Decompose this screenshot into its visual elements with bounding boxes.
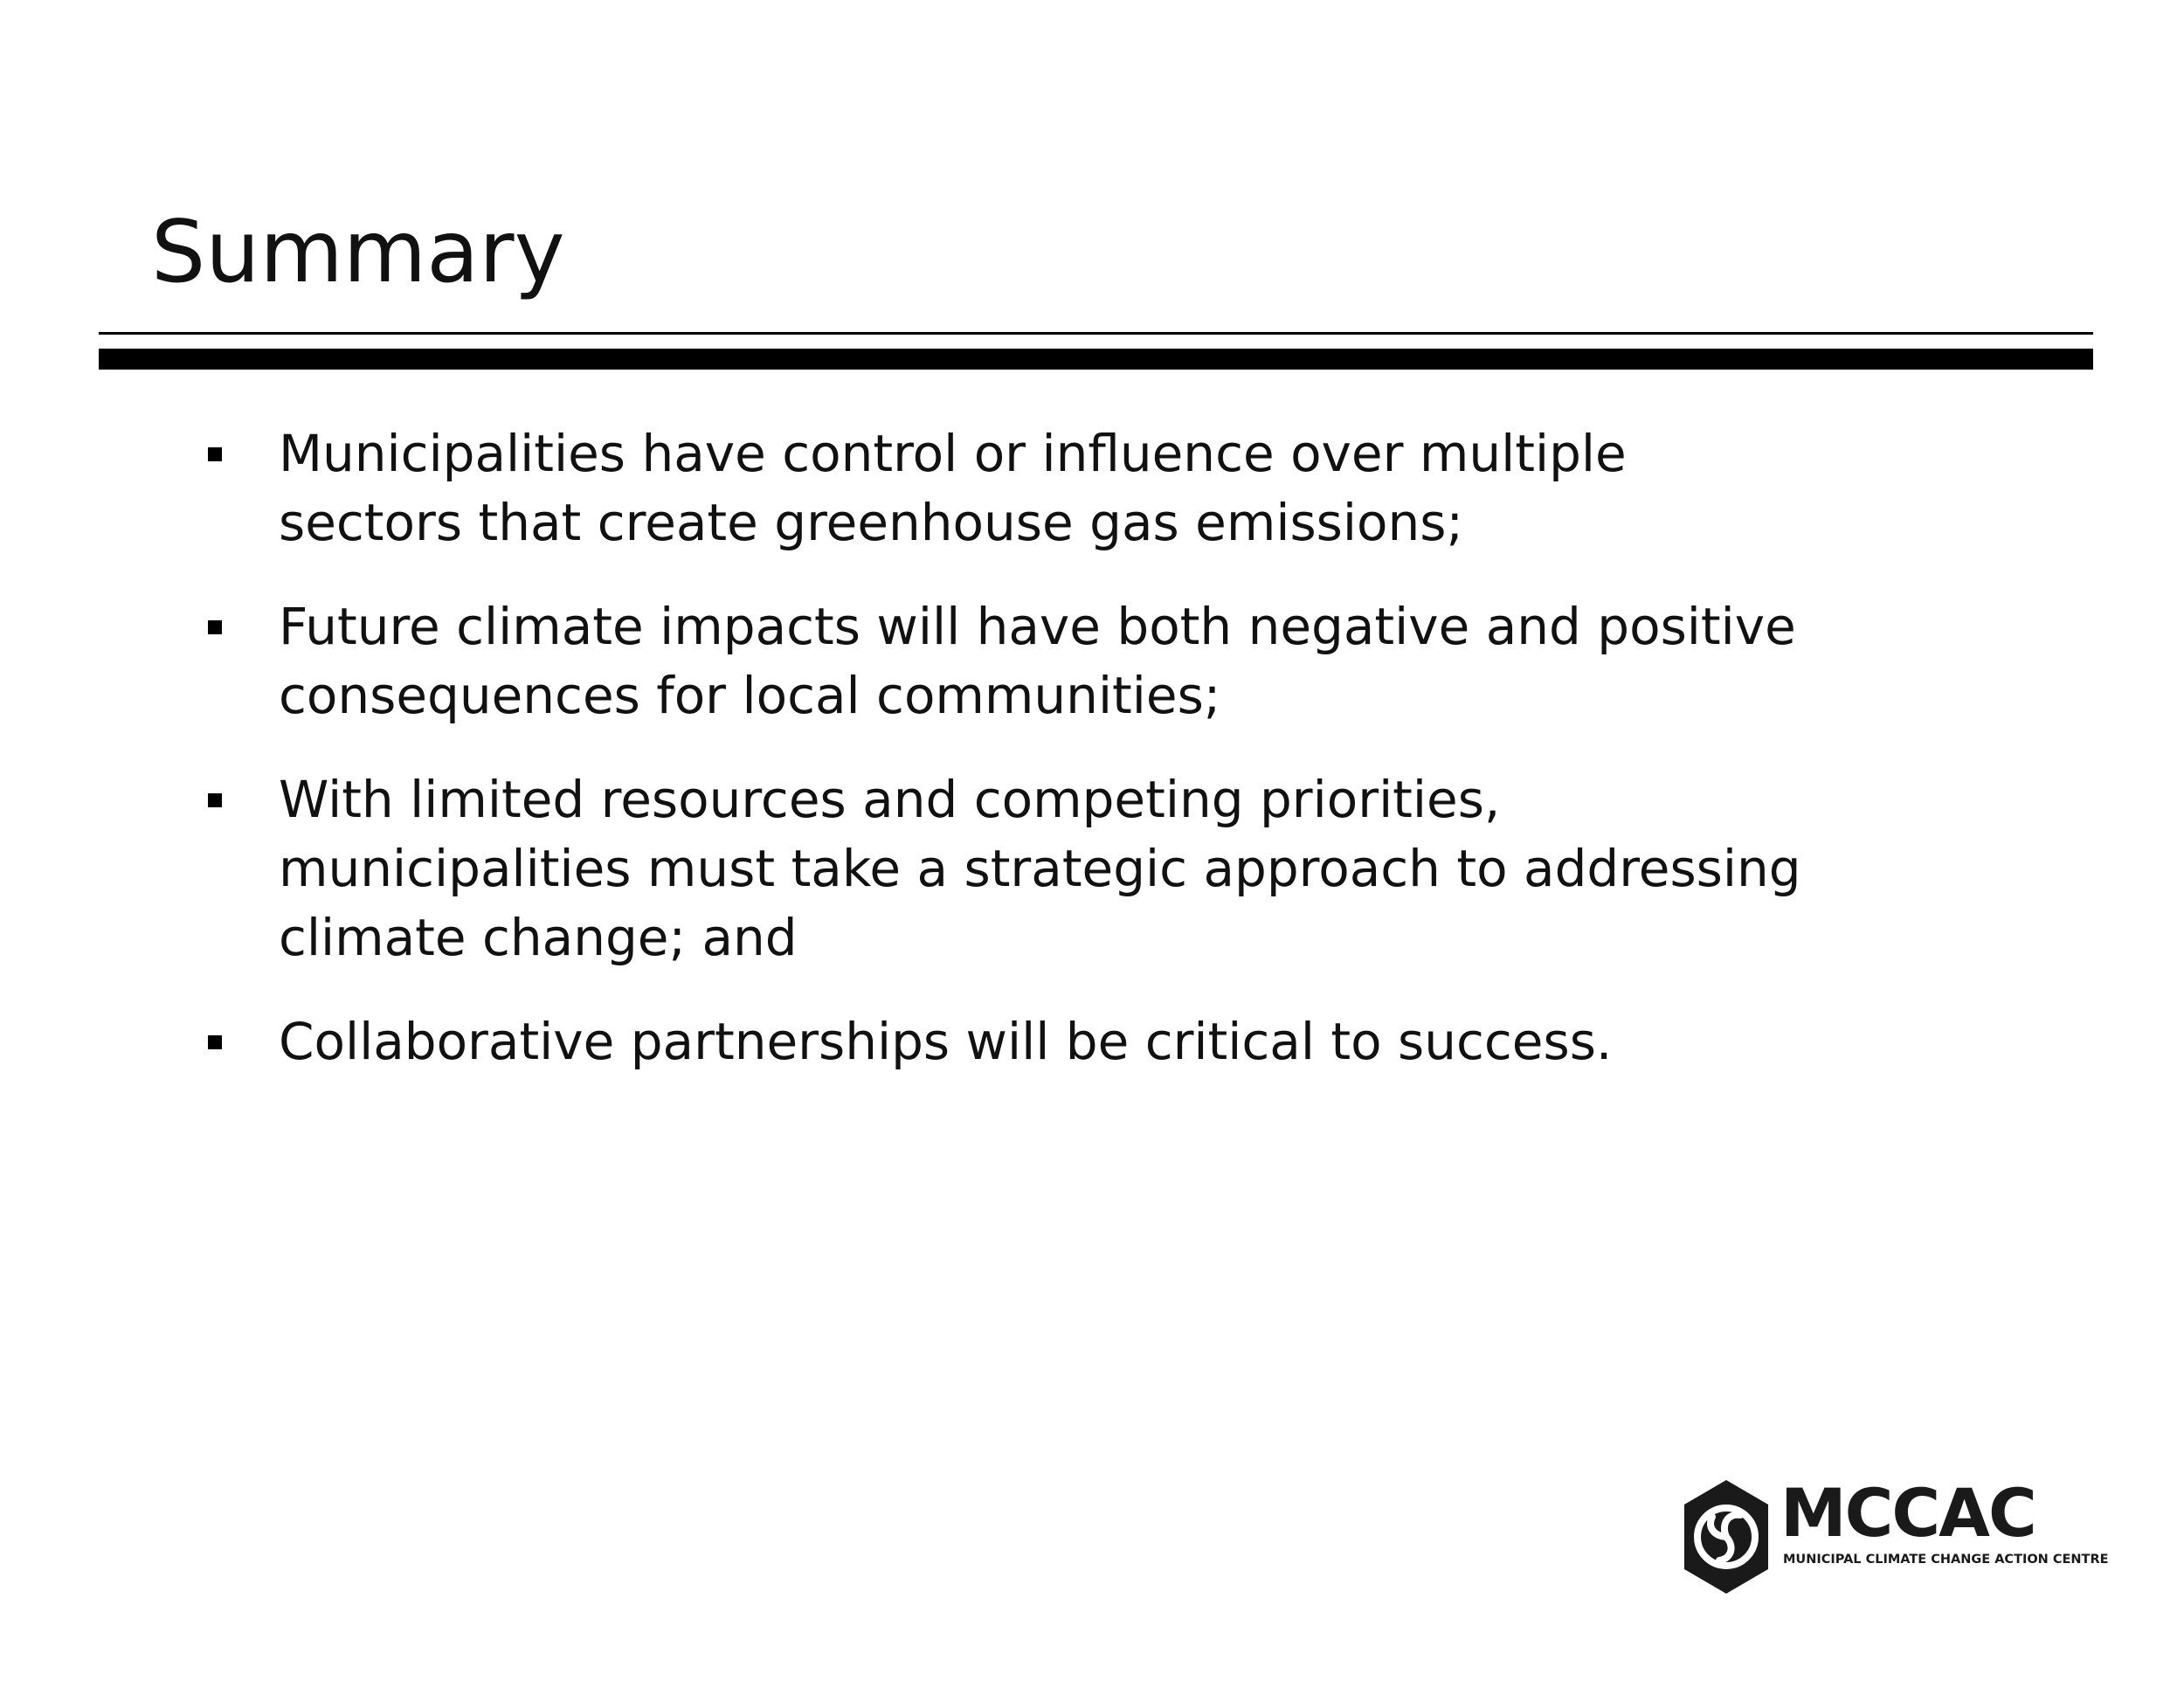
bullet-item bbox=[206, 419, 2070, 557]
bullet-item bbox=[206, 592, 2070, 730]
bullet-line: sectors that create greenhouse gas emissions; bbox=[279, 493, 1464, 552]
square-bullet-icon bbox=[208, 1035, 222, 1049]
mccac-logo bbox=[1677, 1473, 2109, 1604]
bullet-line: municipalities must take a strategic approach to addressing bbox=[279, 839, 1801, 898]
slide-title: Summary bbox=[151, 203, 565, 302]
bullet-item bbox=[206, 765, 2070, 972]
bullet-line: With limited resources and competing priorities, bbox=[279, 770, 1501, 829]
bullet-line: consequences for local communities; bbox=[279, 666, 1221, 725]
mccac-hexagon-logo-icon bbox=[1677, 1473, 1775, 1604]
logo-subtitle: MUNICIPAL CLIMATE CHANGE ACTION CENTRE bbox=[1783, 1553, 2109, 1567]
bullet-list bbox=[206, 419, 2041, 1111]
square-bullet-icon bbox=[208, 793, 222, 807]
bullet-line: Municipalities have control or influence over multiple bbox=[279, 424, 1627, 483]
logo-wordmark: MCCAC bbox=[1780, 1474, 2035, 1552]
bullet-line: Collaborative partnerships will be critical to success. bbox=[279, 1012, 1613, 1071]
square-bullet-icon bbox=[208, 447, 222, 461]
title-divider-thick bbox=[99, 349, 2093, 370]
bullet-line: climate change; and bbox=[279, 908, 798, 967]
bullet-item bbox=[206, 1007, 2070, 1076]
title-divider-thin bbox=[99, 332, 2093, 335]
square-bullet-icon bbox=[208, 620, 222, 634]
bullet-line: Future climate impacts will have both negative and positive bbox=[279, 597, 1796, 656]
